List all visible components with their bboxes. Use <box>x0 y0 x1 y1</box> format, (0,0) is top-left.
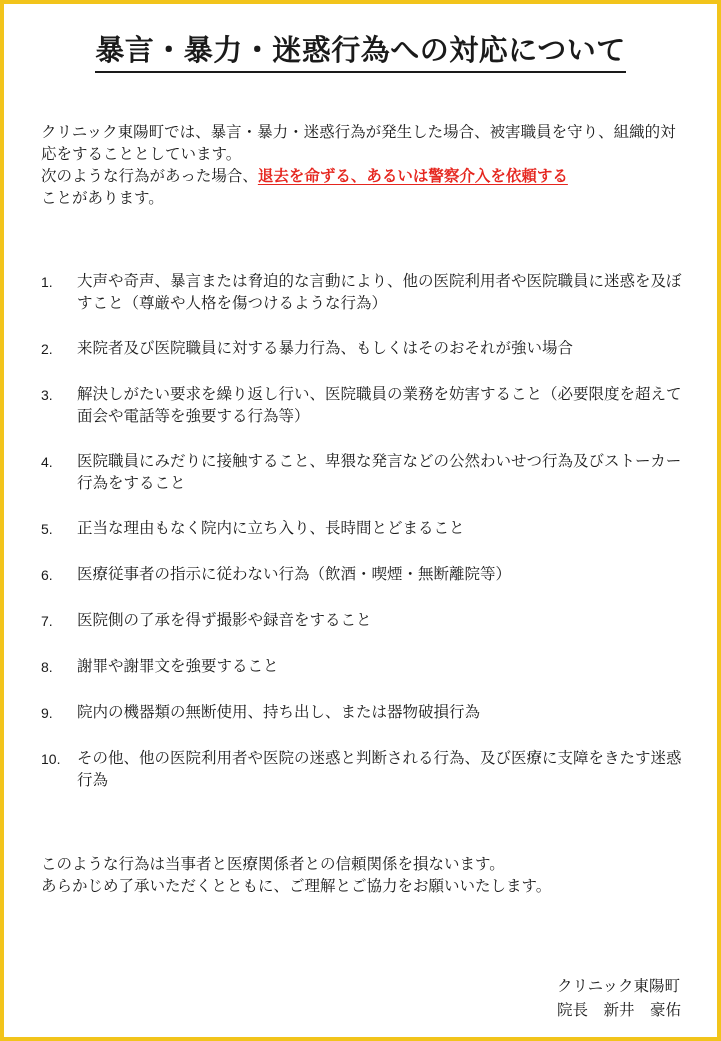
list-item <box>41 383 686 427</box>
list-item-text: 来院者及び医院職員に対する暴力行為、もしくはそのおそれが強い場合 <box>77 339 574 357</box>
list-item-number: 2. <box>41 341 53 357</box>
list-item-number: 7. <box>41 613 53 629</box>
list-item <box>41 450 686 494</box>
list-item-number: 10. <box>41 751 61 767</box>
list-item <box>41 337 686 360</box>
signature-block <box>557 974 681 1022</box>
list-item-number: 1. <box>41 274 53 290</box>
list-item-number: 9. <box>41 705 53 721</box>
intro-line-1: クリニック東陽町では、暴言・暴力・迷惑行為が発生した場合、被害職員を守り、組織的対応をすることとしています。 <box>41 123 676 163</box>
closing-line-1: このような行為は当事者と医療関係者との信頼関係を損ないます。 <box>41 855 505 873</box>
intro-line-2 <box>41 165 686 187</box>
closing-paragraph <box>41 853 686 897</box>
list-item-text: その他、他の医院利用者や医院の迷惑と判断される行為、及び医療に支障をきたす迷惑行為 <box>77 749 682 789</box>
list-item-number: 5. <box>41 521 53 537</box>
list-item <box>41 747 686 791</box>
list-item-text: 医療従事者の指示に従わない行為（飲酒・喫煙・無断離院等） <box>77 565 512 583</box>
closing-line-2: あらかじめ了承いただくとともに、ご理解とご協力をお願いいたします。 <box>41 877 552 895</box>
list-item <box>41 517 686 540</box>
list-item-number: 8. <box>41 659 53 675</box>
warning-text: 退去を命ずる、あるいは警察介入を依頼する <box>257 167 568 185</box>
list-item <box>41 701 686 724</box>
list-item-text: 解決しがたい要求を繰り返し行い、医院職員の業務を妨害すること（必要限度を超えて面会や電話等を強要する行為等） <box>77 385 682 425</box>
list-item-text: 医院側の了承を得ず撮影や録音をすること <box>77 611 372 629</box>
intro-line-3: ことがあります。 <box>41 189 164 207</box>
list-item-number: 4. <box>41 454 53 470</box>
list-item-text: 大声や奇声、暴言または脅迫的な言動により、他の医院利用者や医院職員に迷惑を及ぼすこと（尊厳や人格を傷つけるような行為） <box>77 272 682 312</box>
intro-paragraph <box>41 121 686 209</box>
list-item-text: 謝罪や謝罪文を強要すること <box>77 657 279 675</box>
list-item-number: 3. <box>41 387 53 403</box>
prohibited-acts-list <box>41 270 686 814</box>
director-name: 院長 新井 豪佑 <box>556 1001 681 1019</box>
list-item <box>41 655 686 678</box>
clinic-name: クリニック東陽町 <box>556 977 681 995</box>
page-title <box>4 28 717 73</box>
list-item-text: 医院職員にみだりに接触すること、卑猥な発言などの公然わいせつ行為及びストーカー行為をすること <box>77 452 682 492</box>
page-title-text: 暴言・暴力・迷惑行為への対応について <box>95 28 625 73</box>
list-item-text: 正当な理由もなく院内に立ち入り、長時間とどまること <box>77 519 465 537</box>
list-item <box>41 270 686 314</box>
list-item <box>41 563 686 586</box>
list-item <box>41 609 686 632</box>
list-item-text: 院内の機器類の無断使用、持ち出し、または器物破損行為 <box>77 703 481 721</box>
list-item-number: 6. <box>41 567 53 583</box>
intro-line-2-before: 次のような行為があった場合、 <box>41 167 258 185</box>
